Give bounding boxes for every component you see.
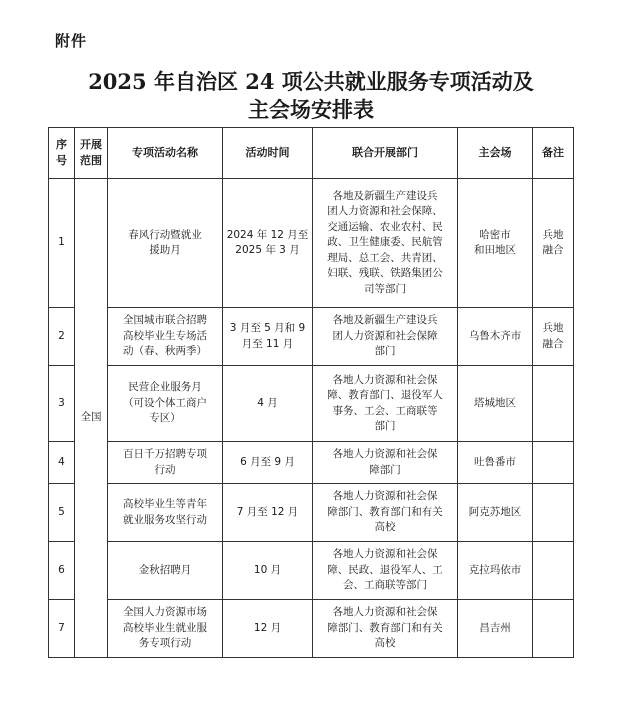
header-activity-name: 专项活动名称	[108, 128, 223, 179]
page-title-line-1: 2025 年自治区 24 项公共就业服务专项活动及	[88, 69, 534, 94]
row-activity-time: 10 月	[223, 542, 313, 600]
row-main-venue: 哈密市 和田地区	[458, 179, 533, 308]
row-activity-time: 7 月至 12 月	[223, 484, 313, 542]
attachment-label: 附件	[55, 32, 88, 50]
row-seq: 4	[49, 442, 75, 484]
row-departments: 各地及新疆生产建设兵 团人力资源和社会保障 部门	[313, 308, 458, 366]
row-departments: 各地人力资源和社会保 障部门、教育部门和有关 高校	[313, 600, 458, 658]
row-activity-name: 金秋招聘月	[108, 542, 223, 600]
row-seq: 2	[49, 308, 75, 366]
row-main-venue: 塔城地区	[458, 366, 533, 442]
row-departments: 各地人力资源和社会保 障部门	[313, 442, 458, 484]
row-activity-time: 2024 年 12 月至 2025 年 3 月	[223, 179, 313, 308]
row-activity-name: 民营企业服务月 （可设个体工商户 专区）	[108, 366, 223, 442]
row-activity-name: 全国城市联合招聘 高校毕业生专场活 动（春、秋两季）	[108, 308, 223, 366]
row-activity-name: 春风行动暨就业 援助月	[108, 179, 223, 308]
row-seq: 5	[49, 484, 75, 542]
row-activity-name: 高校毕业生等青年 就业服务攻坚行动	[108, 484, 223, 542]
row-notes	[533, 542, 574, 600]
scope-cell: 全国	[75, 179, 108, 658]
row-departments: 各地人力资源和社会保 障、民政、退役军人、工 会、工商联等部门	[313, 542, 458, 600]
row-notes	[533, 600, 574, 658]
row-departments: 各地人力资源和社会保 障、教育部门、退役军人 事务、工会、工商联等 部门	[313, 366, 458, 442]
table-row	[49, 442, 574, 484]
row-activity-time: 12 月	[223, 600, 313, 658]
row-departments: 各地及新疆生产建设兵 团人力资源和社会保障、 交通运输、农业农村、民 政、卫生健康委、民航管 理局、总工会、共青团、 妇联、残联、铁路集团公 司等部门	[313, 179, 458, 308]
header-seq: 序 号	[49, 128, 75, 179]
row-main-venue: 克拉玛依市	[458, 542, 533, 600]
row-activity-name: 百日千万招聘专项 行动	[108, 442, 223, 484]
header-activity-time: 活动时间	[223, 128, 313, 179]
table-row	[49, 308, 574, 366]
row-seq: 7	[49, 600, 75, 658]
table-row	[49, 366, 574, 442]
header-notes: 备注	[533, 128, 574, 179]
row-main-venue: 乌鲁木齐市	[458, 308, 533, 366]
table-row	[49, 179, 574, 308]
row-main-venue: 阿克苏地区	[458, 484, 533, 542]
schedule-table	[48, 127, 574, 658]
row-seq: 3	[49, 366, 75, 442]
row-activity-time: 6 月至 9 月	[223, 442, 313, 484]
row-main-venue: 吐鲁番市	[458, 442, 533, 484]
table-header-row	[49, 128, 574, 179]
row-departments: 各地人力资源和社会保 障部门、教育部门和有关 高校	[313, 484, 458, 542]
header-departments: 联合开展部门	[313, 128, 458, 179]
row-main-venue: 昌吉州	[458, 600, 533, 658]
header-main-venue: 主会场	[458, 128, 533, 179]
row-activity-name: 全国人力资源市场 高校毕业生就业服 务专项行动	[108, 600, 223, 658]
row-seq: 1	[49, 179, 75, 308]
row-notes	[533, 484, 574, 542]
row-notes: 兵地 融合	[533, 179, 574, 308]
row-notes	[533, 366, 574, 442]
row-notes: 兵地 融合	[533, 308, 574, 366]
header-scope: 开展 范围	[75, 128, 108, 179]
row-notes	[533, 442, 574, 484]
row-activity-time: 3 月至 5 月和 9 月至 11 月	[223, 308, 313, 366]
page-title-line-2: 主会场安排表	[248, 97, 374, 122]
row-activity-time: 4 月	[223, 366, 313, 442]
table-row	[49, 484, 574, 542]
table-row	[49, 542, 574, 600]
table-row	[49, 600, 574, 658]
row-seq: 6	[49, 542, 75, 600]
